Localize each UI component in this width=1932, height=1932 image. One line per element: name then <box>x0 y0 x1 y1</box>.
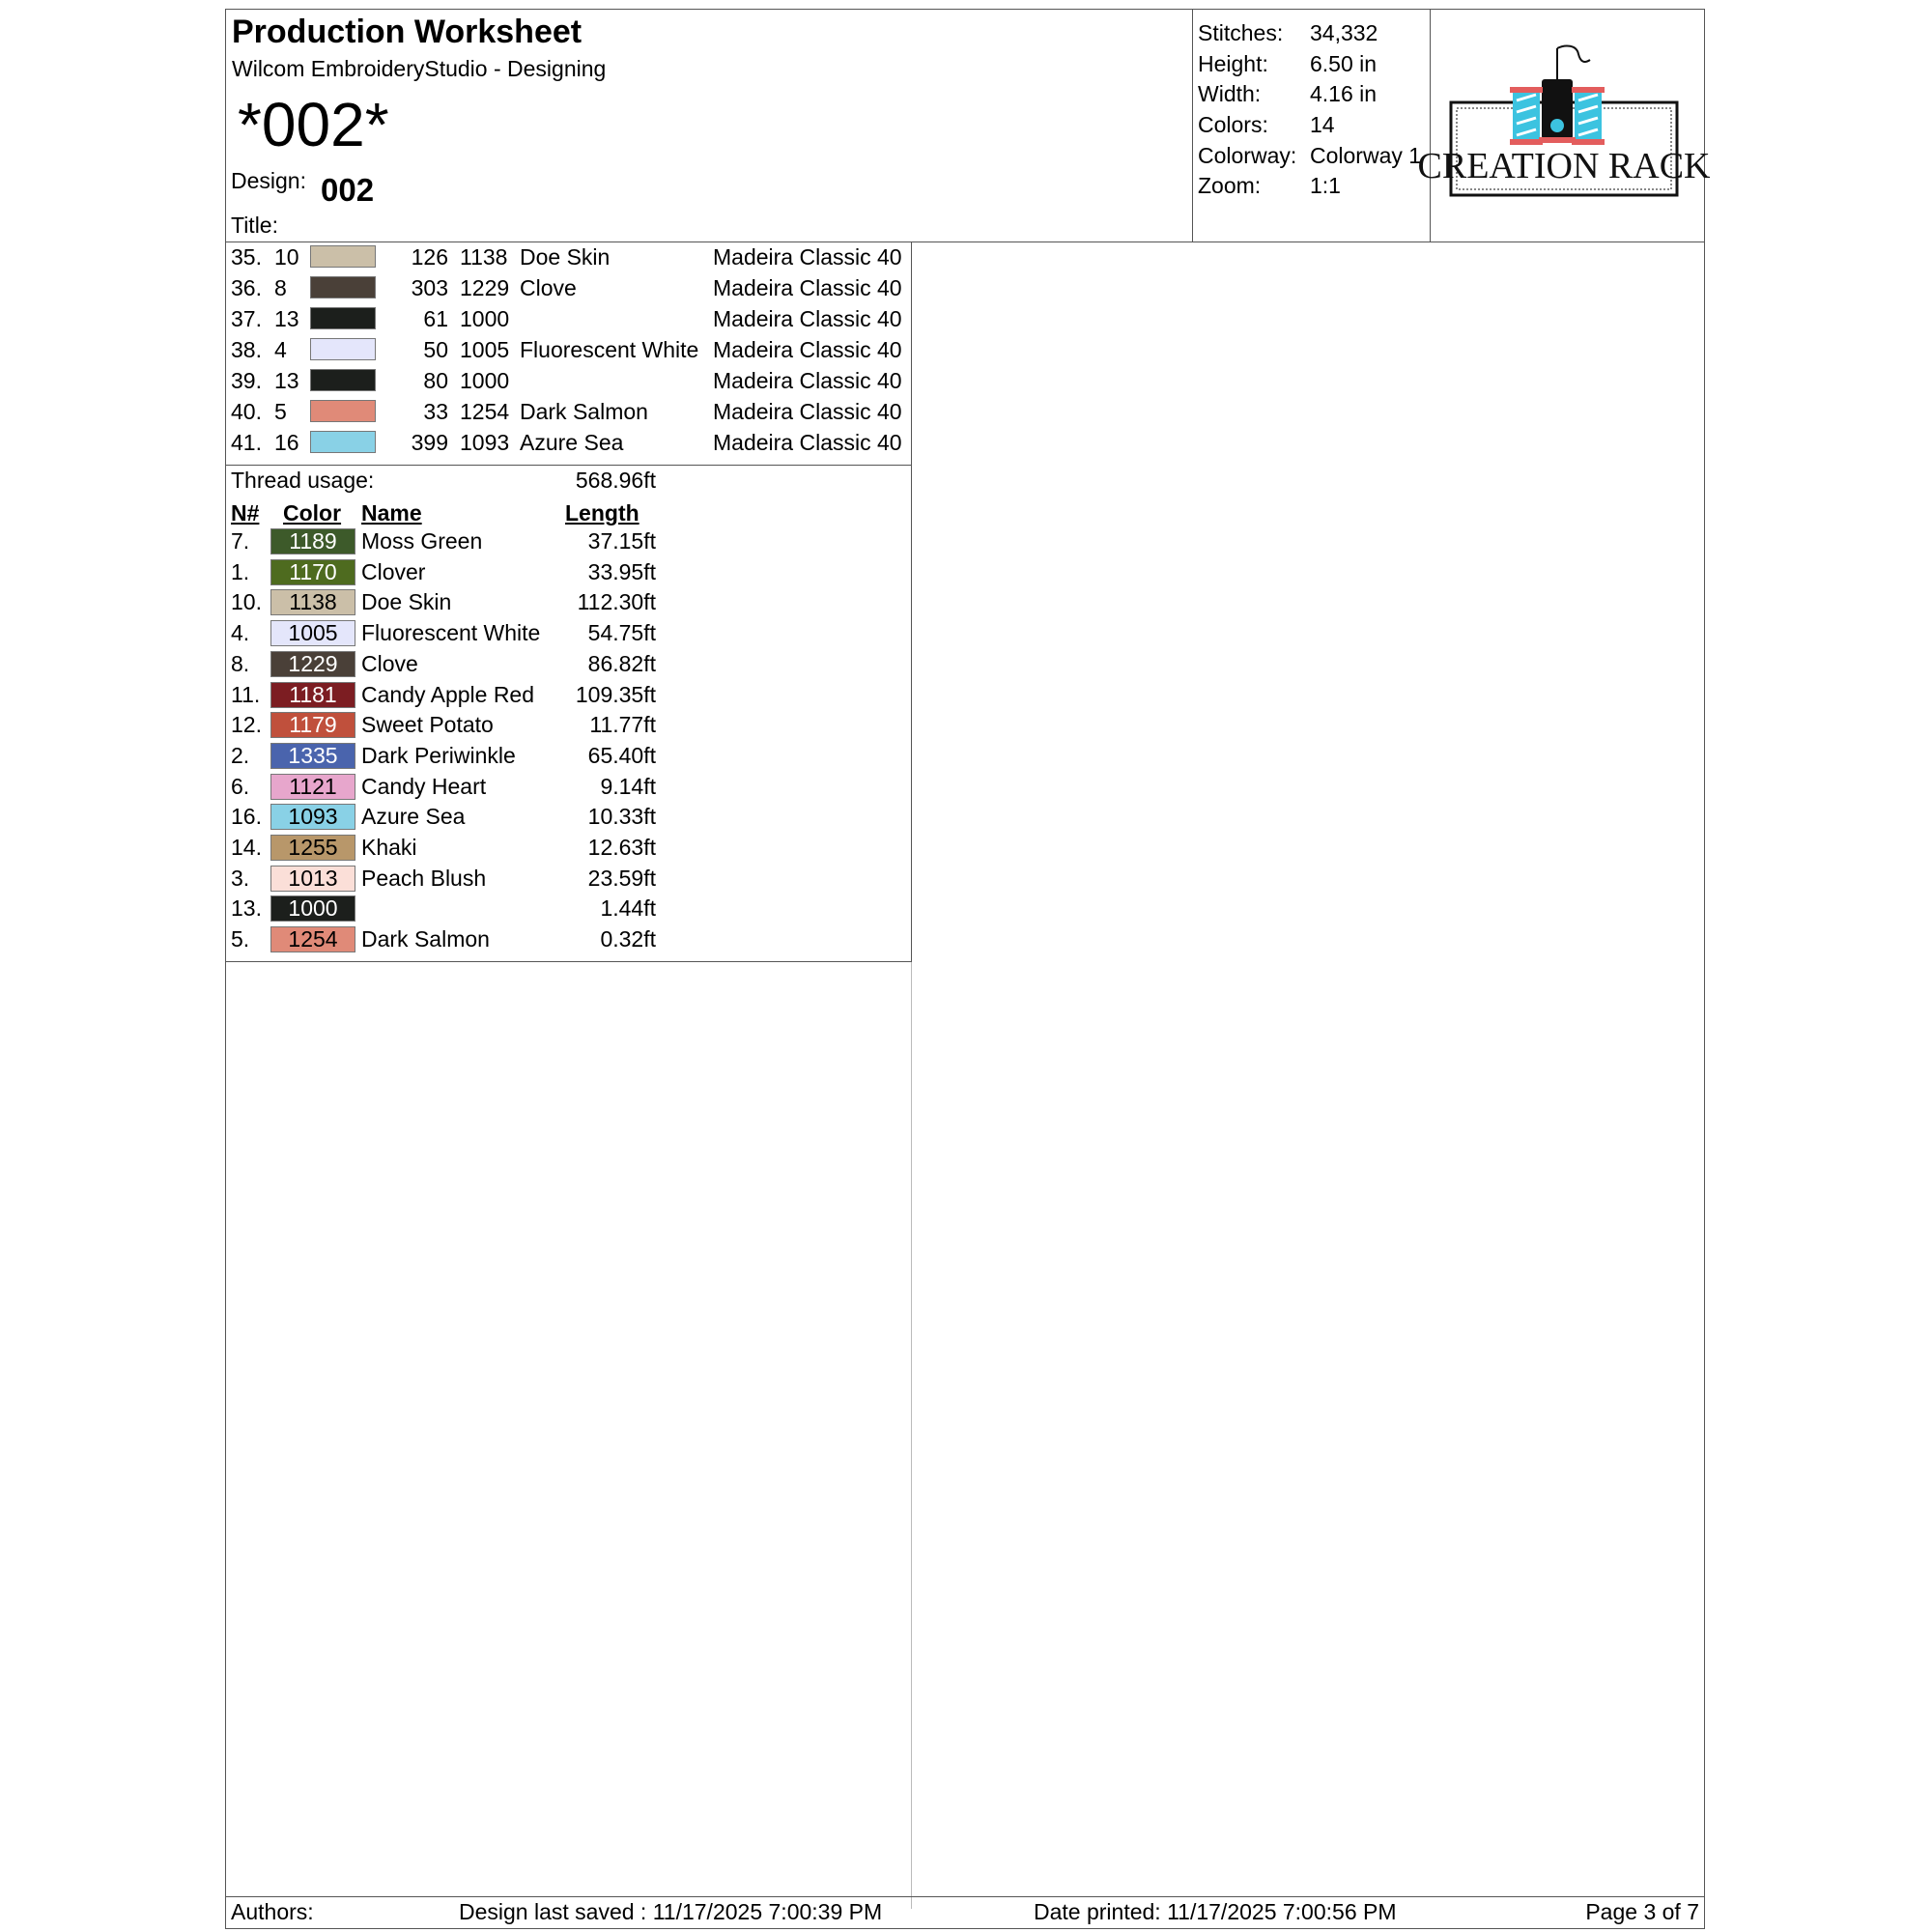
thread-number: 5. <box>231 926 250 952</box>
thread-usage-row <box>226 771 912 802</box>
thread-number: 11. <box>231 681 261 707</box>
stat-value: 4.16 in <box>1310 81 1378 106</box>
stop-sequence-number: 40. <box>231 399 262 424</box>
color-swatch <box>310 338 376 360</box>
stop-row <box>226 334 912 365</box>
column-header-length: Length <box>565 500 639 526</box>
thread-number: 12. <box>231 712 262 738</box>
design-stats <box>1192 10 1431 242</box>
thread-usage-label: Thread usage: <box>231 468 375 493</box>
thread-name: Sweet Potato <box>361 712 494 738</box>
stat-label: Zoom: <box>1198 173 1262 198</box>
thread-number: 7. <box>231 528 250 554</box>
thread-length: 9.14ft <box>600 773 656 799</box>
thread-name: Dark Salmon <box>361 926 490 952</box>
thread-length: 86.82ft <box>587 650 656 676</box>
stop-thread-brand: Madeira Classic 40 <box>713 430 902 455</box>
stop-thread-brand: Madeira Classic 40 <box>713 306 902 331</box>
stop-thread-name: Dark Salmon <box>520 399 648 424</box>
stop-thread-name: Azure Sea <box>520 430 624 455</box>
page-title: Production Worksheet <box>232 14 582 50</box>
color-swatch <box>310 431 376 453</box>
stop-sequence-list <box>226 242 912 466</box>
stat-value: 6.50 in <box>1310 51 1378 76</box>
stop-row <box>226 303 912 334</box>
stat-value: 34,332 <box>1310 20 1378 45</box>
thread-name: Candy Apple Red <box>361 681 535 707</box>
column-divider <box>911 962 912 1909</box>
thread-color-chip: 1179 <box>270 712 355 738</box>
thread-name: Doe Skin <box>361 589 452 615</box>
thread-usage-row <box>226 526 912 556</box>
stop-color-number: 13 <box>274 368 299 393</box>
thread-color-chip: 1000 <box>270 895 355 922</box>
stop-thread-code: 1093 <box>460 430 510 455</box>
footer-authors: Authors: <box>231 1899 314 1924</box>
stat-row <box>1198 109 1430 140</box>
thread-color-chip: 1335 <box>270 743 355 769</box>
stop-thread-code: 1000 <box>460 368 510 393</box>
thread-usage-row <box>226 679 912 710</box>
column-header-num: N# <box>231 500 260 526</box>
stat-row <box>1198 17 1430 48</box>
creation-rack-logo <box>1417 44 1711 209</box>
thread-number: 16. <box>231 804 262 830</box>
thread-usage-row <box>226 709 912 740</box>
thread-color-chip: 1093 <box>270 804 355 830</box>
stop-color-number: 16 <box>274 430 299 455</box>
color-swatch <box>310 307 376 329</box>
design-label: Design: <box>231 168 306 193</box>
stop-stitch-count: 126 <box>411 244 448 270</box>
thread-color-chip: 1005 <box>270 620 355 646</box>
stop-thread-name: Clove <box>520 275 577 300</box>
thread-name: Clover <box>361 558 426 584</box>
color-swatch <box>310 276 376 298</box>
thread-usage-total: 568.96ft <box>575 468 656 493</box>
stop-thread-brand: Madeira Classic 40 <box>713 337 902 362</box>
color-swatch <box>310 245 376 268</box>
thread-usage-table <box>226 466 912 962</box>
thread-length: 65.40ft <box>587 742 656 768</box>
stop-row <box>226 365 912 396</box>
stat-row <box>1198 170 1430 201</box>
thread-number: 8. <box>231 650 250 676</box>
stop-color-number: 4 <box>274 337 287 362</box>
thread-name: Peach Blush <box>361 865 487 891</box>
thread-usage-row <box>226 923 912 954</box>
title-label: Title: <box>231 213 278 238</box>
stop-row <box>226 396 912 427</box>
thread-usage-row <box>226 648 912 679</box>
thread-color-chip: 1121 <box>270 774 355 800</box>
stop-sequence-number: 41. <box>231 430 262 455</box>
column-header-name: Name <box>361 500 422 526</box>
stop-row <box>226 242 912 272</box>
stat-row <box>1198 48 1430 79</box>
thread-length: 33.95ft <box>587 558 656 584</box>
stop-color-number: 8 <box>274 275 287 300</box>
stop-thread-name: Doe Skin <box>520 244 611 270</box>
color-swatch <box>310 400 376 422</box>
thread-color-chip: 1189 <box>270 528 355 554</box>
logo-text: CREATION RACK <box>1417 146 1711 186</box>
thread-usage-row <box>226 863 912 894</box>
stop-stitch-count: 303 <box>411 275 448 300</box>
stop-thread-code: 1138 <box>460 244 508 270</box>
stop-sequence-number: 35. <box>231 244 262 270</box>
color-swatch <box>310 369 376 391</box>
thread-name: Dark Periwinkle <box>361 742 516 768</box>
thread-usage-row <box>226 617 912 648</box>
design-value: 002 <box>321 172 375 208</box>
stop-stitch-count: 61 <box>423 306 448 331</box>
stop-color-number: 5 <box>274 399 287 424</box>
stat-row <box>1198 140 1430 171</box>
worksheet-header <box>226 10 1711 242</box>
thread-name: Moss Green <box>361 528 483 554</box>
thread-length: 11.77ft <box>589 712 656 738</box>
page-footer <box>226 1896 1704 1928</box>
thread-length: 0.32ft <box>600 926 656 952</box>
thread-color-chip: 1138 <box>270 589 355 615</box>
logo-panel <box>1417 10 1711 242</box>
thread-name: Candy Heart <box>361 773 487 799</box>
footer-date-printed: Date printed: 11/17/2025 7:00:56 PM <box>1034 1899 1397 1924</box>
thread-name: Clove <box>361 650 418 676</box>
stop-sequence-number: 39. <box>231 368 262 393</box>
page-subtitle: Wilcom EmbroideryStudio - Designing <box>232 56 607 81</box>
thread-length: 54.75ft <box>587 620 656 646</box>
thread-name: Khaki <box>361 835 417 860</box>
thread-usage-row <box>226 740 912 771</box>
thread-color-chip: 1170 <box>270 559 355 585</box>
stop-thread-brand: Madeira Classic 40 <box>713 399 902 424</box>
column-header-color: Color <box>283 500 342 526</box>
stop-thread-code: 1229 <box>460 275 510 300</box>
stop-row <box>226 427 912 458</box>
stop-sequence-number: 37. <box>231 306 262 331</box>
thread-number: 13. <box>231 895 262 922</box>
thread-name: Fluorescent White <box>361 620 541 646</box>
thread-color-chip: 1013 <box>270 866 355 892</box>
thread-number: 10. <box>231 589 262 615</box>
stop-thread-code: 1005 <box>460 337 510 362</box>
thread-length: 109.35ft <box>575 681 656 707</box>
stop-thread-brand: Madeira Classic 40 <box>713 368 902 393</box>
thread-number: 4. <box>231 620 250 646</box>
thread-color-chip: 1254 <box>270 926 355 952</box>
thread-number: 3. <box>231 865 250 891</box>
thread-usage-row <box>226 893 912 923</box>
stop-stitch-count: 399 <box>411 430 448 455</box>
thread-usage-row <box>226 832 912 863</box>
thread-usage-row <box>226 586 912 617</box>
stat-value: Colorway 1 <box>1310 143 1422 168</box>
thread-name: Azure Sea <box>361 804 466 830</box>
stop-thread-code: 1254 <box>460 399 510 424</box>
stat-label: Height: <box>1198 51 1268 76</box>
stat-label: Stitches: <box>1198 20 1284 45</box>
stat-label: Colorway: <box>1198 143 1297 168</box>
footer-last-saved: Design last saved : 11/17/2025 7:00:39 PM <box>459 1899 883 1924</box>
stop-row <box>226 272 912 303</box>
thread-color-chip: 1181 <box>270 682 355 708</box>
worksheet-page <box>225 9 1711 1929</box>
thread-length: 23.59ft <box>587 865 656 891</box>
stat-row <box>1198 78 1430 109</box>
stop-stitch-count: 33 <box>423 399 448 424</box>
stop-stitch-count: 50 <box>423 337 448 362</box>
stop-sequence-number: 38. <box>231 337 262 362</box>
thread-number: 1. <box>231 558 250 584</box>
stop-thread-name: Fluorescent White <box>520 337 699 362</box>
stat-value: 14 <box>1310 112 1335 137</box>
stop-thread-brand: Madeira Classic 40 <box>713 275 902 300</box>
stop-thread-brand: Madeira Classic 40 <box>713 244 902 270</box>
thread-length: 1.44ft <box>600 895 656 922</box>
stat-label: Colors: <box>1198 112 1268 137</box>
footer-page-number: Page 3 of 7 <box>1585 1899 1699 1924</box>
thread-color-chip: 1255 <box>270 835 355 861</box>
stat-value: 1:1 <box>1310 173 1341 198</box>
thread-length: 10.33ft <box>587 804 656 830</box>
stat-label: Width: <box>1198 81 1262 106</box>
thread-length: 37.15ft <box>587 528 656 554</box>
thread-number: 14. <box>231 835 262 860</box>
stop-color-number: 13 <box>274 306 299 331</box>
stop-stitch-count: 80 <box>423 368 448 393</box>
stop-thread-code: 1000 <box>460 306 510 331</box>
thread-color-chip: 1229 <box>270 651 355 677</box>
header-info <box>226 10 1192 242</box>
thread-number: 2. <box>231 742 250 768</box>
stop-sequence-number: 36. <box>231 275 262 300</box>
thread-number: 6. <box>231 773 250 799</box>
thread-usage-row <box>226 556 912 587</box>
design-barcode-text: *002* <box>238 90 389 159</box>
thread-length: 112.30ft <box>577 589 656 615</box>
thread-usage-row <box>226 801 912 832</box>
stop-color-number: 10 <box>274 244 299 270</box>
thread-length: 12.63ft <box>587 835 656 860</box>
